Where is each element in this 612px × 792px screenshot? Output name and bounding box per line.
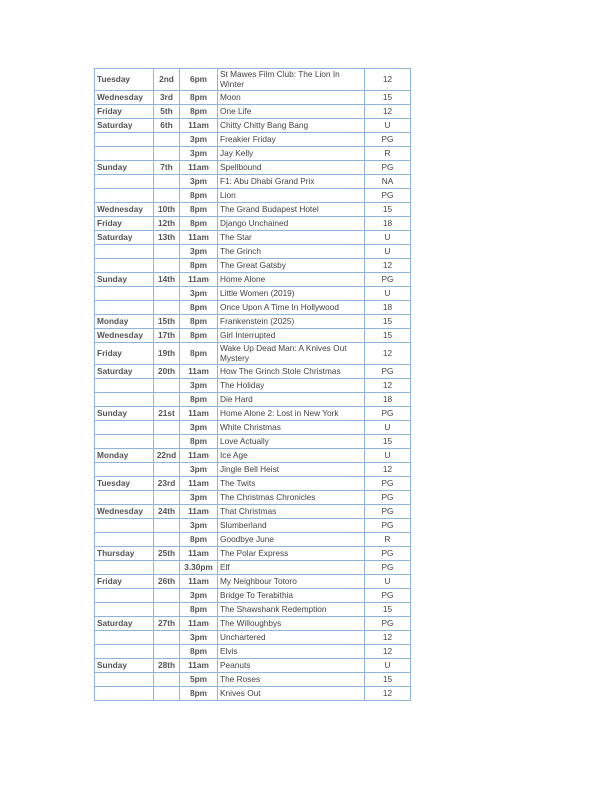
day-cell [95, 189, 154, 203]
date-cell [154, 561, 180, 575]
film-title-cell: The Great Gatsby [218, 259, 365, 273]
day-cell [95, 301, 154, 315]
certificate-cell: PG [365, 547, 411, 561]
date-cell: 19th [154, 343, 180, 365]
schedule-row [95, 449, 411, 463]
schedule-row [95, 575, 411, 589]
film-title-cell: White Christmas [218, 421, 365, 435]
day-cell: Friday [95, 217, 154, 231]
schedule-row [95, 343, 411, 365]
day-cell: Saturday [95, 119, 154, 133]
date-cell: 10th [154, 203, 180, 217]
date-cell [154, 491, 180, 505]
day-cell: Saturday [95, 617, 154, 631]
schedule-row [95, 329, 411, 343]
schedule-row [95, 217, 411, 231]
time-cell: 11am [180, 231, 218, 245]
day-cell: Tuesday [95, 69, 154, 91]
time-cell: 8pm [180, 105, 218, 119]
day-cell [95, 287, 154, 301]
date-cell [154, 421, 180, 435]
time-cell: 11am [180, 365, 218, 379]
film-title-cell: Once Upon A Time In Hollywood [218, 301, 365, 315]
certificate-cell: 12 [365, 631, 411, 645]
certificate-cell: U [365, 421, 411, 435]
schedule-row [95, 407, 411, 421]
schedule-row [95, 561, 411, 575]
schedule-row [95, 161, 411, 175]
time-cell: 8pm [180, 259, 218, 273]
schedule-row [95, 175, 411, 189]
day-cell: Wednesday [95, 505, 154, 519]
day-cell: Sunday [95, 659, 154, 673]
schedule-row [95, 589, 411, 603]
film-title-cell: Home Alone 2: Lost in New York [218, 407, 365, 421]
day-cell [95, 533, 154, 547]
schedule-row [95, 203, 411, 217]
date-cell [154, 175, 180, 189]
film-schedule-body [95, 69, 411, 701]
date-cell: 22nd [154, 449, 180, 463]
film-title-cell: The Willoughbys [218, 617, 365, 631]
schedule-row [95, 379, 411, 393]
schedule-row [95, 533, 411, 547]
schedule-row [95, 645, 411, 659]
time-cell: 3pm [180, 463, 218, 477]
day-cell: Thursday [95, 547, 154, 561]
time-cell: 8pm [180, 217, 218, 231]
day-cell: Friday [95, 105, 154, 119]
time-cell: 11am [180, 505, 218, 519]
date-cell [154, 519, 180, 533]
time-cell: 3pm [180, 287, 218, 301]
day-cell [95, 645, 154, 659]
date-cell [154, 245, 180, 259]
time-cell: 11am [180, 659, 218, 673]
schedule-row [95, 273, 411, 287]
time-cell: 3.30pm [180, 561, 218, 575]
film-title-cell: Goodbye June [218, 533, 365, 547]
day-cell [95, 133, 154, 147]
schedule-row [95, 393, 411, 407]
schedule-row [95, 69, 411, 91]
schedule-row [95, 673, 411, 687]
day-cell: Saturday [95, 365, 154, 379]
date-cell [154, 393, 180, 407]
day-cell: Friday [95, 343, 154, 365]
schedule-row [95, 189, 411, 203]
date-cell [154, 435, 180, 449]
date-cell [154, 645, 180, 659]
film-title-cell: The Roses [218, 673, 365, 687]
schedule-row [95, 301, 411, 315]
film-schedule-table [94, 68, 411, 701]
film-title-cell: Unchartered [218, 631, 365, 645]
time-cell: 3pm [180, 589, 218, 603]
film-title-cell: The Polar Express [218, 547, 365, 561]
film-title-cell: My Neighbour Totoro [218, 575, 365, 589]
film-title-cell: That Christmas [218, 505, 365, 519]
time-cell: 11am [180, 477, 218, 491]
film-title-cell: Little Women (2019) [218, 287, 365, 301]
date-cell [154, 189, 180, 203]
certificate-cell: R [365, 533, 411, 547]
certificate-cell: U [365, 449, 411, 463]
date-cell: 12th [154, 217, 180, 231]
day-cell [95, 259, 154, 273]
time-cell: 11am [180, 273, 218, 287]
certificate-cell: 12 [365, 463, 411, 477]
certificate-cell: 18 [365, 217, 411, 231]
certificate-cell: U [365, 245, 411, 259]
day-cell [95, 463, 154, 477]
film-title-cell: The Holiday [218, 379, 365, 393]
certificate-cell: 12 [365, 645, 411, 659]
time-cell: 3pm [180, 379, 218, 393]
film-title-cell: The Christmas Chronicles [218, 491, 365, 505]
day-cell: Saturday [95, 231, 154, 245]
certificate-cell: PG [365, 273, 411, 287]
date-cell [154, 603, 180, 617]
time-cell: 8pm [180, 91, 218, 105]
date-cell: 3rd [154, 91, 180, 105]
film-title-cell: Knives Out [218, 687, 365, 701]
day-cell [95, 687, 154, 701]
film-title-cell: Jay Kelly [218, 147, 365, 161]
certificate-cell: 15 [365, 673, 411, 687]
schedule-row [95, 421, 411, 435]
schedule-row [95, 477, 411, 491]
certificate-cell: NA [365, 175, 411, 189]
time-cell: 8pm [180, 329, 218, 343]
film-title-cell: One Life [218, 105, 365, 119]
certificate-cell: 12 [365, 69, 411, 91]
date-cell [154, 673, 180, 687]
time-cell: 3pm [180, 631, 218, 645]
day-cell: Wednesday [95, 329, 154, 343]
time-cell: 8pm [180, 435, 218, 449]
day-cell [95, 393, 154, 407]
day-cell [95, 175, 154, 189]
time-cell: 8pm [180, 315, 218, 329]
date-cell: 21st [154, 407, 180, 421]
certificate-cell: U [365, 575, 411, 589]
schedule-row [95, 631, 411, 645]
schedule-row [95, 91, 411, 105]
time-cell: 6pm [180, 69, 218, 91]
date-cell [154, 259, 180, 273]
certificate-cell: PG [365, 505, 411, 519]
time-cell: 11am [180, 617, 218, 631]
date-cell [154, 379, 180, 393]
day-cell [95, 147, 154, 161]
date-cell [154, 147, 180, 161]
time-cell: 11am [180, 407, 218, 421]
certificate-cell: R [365, 147, 411, 161]
film-title-cell: Wake Up Dead Man: A Knives Out Mystery [218, 343, 365, 365]
date-cell [154, 133, 180, 147]
certificate-cell: PG [365, 561, 411, 575]
day-cell: Sunday [95, 407, 154, 421]
certificate-cell: 18 [365, 301, 411, 315]
time-cell: 8pm [180, 343, 218, 365]
time-cell: 3pm [180, 421, 218, 435]
schedule-row [95, 463, 411, 477]
date-cell [154, 533, 180, 547]
schedule-row [95, 435, 411, 449]
film-title-cell: The Grinch [218, 245, 365, 259]
schedule-row [95, 259, 411, 273]
date-cell: 23rd [154, 477, 180, 491]
certificate-cell: 12 [365, 259, 411, 273]
film-title-cell: Frankenstein (2025) [218, 315, 365, 329]
certificate-cell: 15 [365, 91, 411, 105]
film-title-cell: The Grand Budapest Hotel [218, 203, 365, 217]
day-cell [95, 245, 154, 259]
date-cell: 24th [154, 505, 180, 519]
film-title-cell: F1: Abu Dhabi Grand Prix [218, 175, 365, 189]
day-cell: Friday [95, 575, 154, 589]
schedule-row [95, 231, 411, 245]
schedule-row [95, 659, 411, 673]
certificate-cell: PG [365, 189, 411, 203]
certificate-cell: PG [365, 617, 411, 631]
film-title-cell: Love Actually [218, 435, 365, 449]
date-cell: 6th [154, 119, 180, 133]
date-cell: 26th [154, 575, 180, 589]
day-cell [95, 379, 154, 393]
certificate-cell: U [365, 659, 411, 673]
film-title-cell: Slumberland [218, 519, 365, 533]
schedule-row [95, 119, 411, 133]
time-cell: 3pm [180, 519, 218, 533]
film-title-cell: Moon [218, 91, 365, 105]
schedule-row [95, 105, 411, 119]
date-cell: 5th [154, 105, 180, 119]
schedule-row [95, 287, 411, 301]
day-cell: Tuesday [95, 477, 154, 491]
time-cell: 8pm [180, 645, 218, 659]
film-title-cell: The Star [218, 231, 365, 245]
certificate-cell: 15 [365, 603, 411, 617]
film-title-cell: St Mawes Film Club: The Lion In Winter [218, 69, 365, 91]
time-cell: 11am [180, 449, 218, 463]
schedule-row [95, 519, 411, 533]
film-title-cell: Girl Interrupted [218, 329, 365, 343]
certificate-cell: 12 [365, 379, 411, 393]
certificate-cell: 12 [365, 105, 411, 119]
film-title-cell: The Twits [218, 477, 365, 491]
film-title-cell: Elvis [218, 645, 365, 659]
date-cell: 25th [154, 547, 180, 561]
time-cell: 3pm [180, 175, 218, 189]
schedule-row [95, 365, 411, 379]
certificate-cell: PG [365, 491, 411, 505]
date-cell: 20th [154, 365, 180, 379]
film-title-cell: Peanuts [218, 659, 365, 673]
date-cell [154, 463, 180, 477]
certificate-cell: PG [365, 161, 411, 175]
date-cell: 28th [154, 659, 180, 673]
day-cell: Monday [95, 449, 154, 463]
certificate-cell: PG [365, 407, 411, 421]
date-cell [154, 631, 180, 645]
date-cell: 7th [154, 161, 180, 175]
day-cell [95, 673, 154, 687]
film-title-cell: Bridge To Terabithia [218, 589, 365, 603]
day-cell: Wednesday [95, 203, 154, 217]
time-cell: 3pm [180, 245, 218, 259]
date-cell: 27th [154, 617, 180, 631]
day-cell [95, 603, 154, 617]
film-title-cell: Spellbound [218, 161, 365, 175]
day-cell [95, 435, 154, 449]
time-cell: 8pm [180, 203, 218, 217]
time-cell: 3pm [180, 491, 218, 505]
schedule-row [95, 245, 411, 259]
date-cell [154, 687, 180, 701]
schedule-row [95, 603, 411, 617]
film-title-cell: Freakier Friday [218, 133, 365, 147]
day-cell: Sunday [95, 273, 154, 287]
certificate-cell: PG [365, 133, 411, 147]
certificate-cell: U [365, 287, 411, 301]
film-title-cell: How The Grinch Stole Christmas [218, 365, 365, 379]
date-cell: 2nd [154, 69, 180, 91]
day-cell [95, 421, 154, 435]
schedule-row [95, 617, 411, 631]
day-cell [95, 519, 154, 533]
film-title-cell: Die Hard [218, 393, 365, 407]
date-cell [154, 287, 180, 301]
certificate-cell: 12 [365, 343, 411, 365]
certificate-cell: 12 [365, 687, 411, 701]
date-cell: 15th [154, 315, 180, 329]
day-cell [95, 631, 154, 645]
time-cell: 8pm [180, 603, 218, 617]
certificate-cell: PG [365, 365, 411, 379]
certificate-cell: 15 [365, 329, 411, 343]
day-cell: Monday [95, 315, 154, 329]
certificate-cell: PG [365, 519, 411, 533]
date-cell: 13th [154, 231, 180, 245]
certificate-cell: U [365, 119, 411, 133]
time-cell: 8pm [180, 301, 218, 315]
certificate-cell: PG [365, 477, 411, 491]
day-cell [95, 491, 154, 505]
schedule-row [95, 505, 411, 519]
time-cell: 8pm [180, 189, 218, 203]
certificate-cell: U [365, 231, 411, 245]
time-cell: 5pm [180, 673, 218, 687]
certificate-cell: 15 [365, 203, 411, 217]
film-title-cell: Home Alone [218, 273, 365, 287]
day-cell [95, 561, 154, 575]
film-title-cell: Elf [218, 561, 365, 575]
time-cell: 3pm [180, 147, 218, 161]
time-cell: 11am [180, 575, 218, 589]
film-title-cell: Jingle Bell Heist [218, 463, 365, 477]
schedule-row [95, 133, 411, 147]
schedule-row [95, 147, 411, 161]
film-title-cell: Django Unchained [218, 217, 365, 231]
certificate-cell: 15 [365, 435, 411, 449]
time-cell: 8pm [180, 687, 218, 701]
time-cell: 8pm [180, 533, 218, 547]
date-cell [154, 589, 180, 603]
film-title-cell: Ice Age [218, 449, 365, 463]
date-cell: 17th [154, 329, 180, 343]
date-cell: 14th [154, 273, 180, 287]
film-title-cell: The Shawshank Redemption [218, 603, 365, 617]
time-cell: 11am [180, 119, 218, 133]
schedule-row [95, 315, 411, 329]
day-cell [95, 589, 154, 603]
certificate-cell: PG [365, 589, 411, 603]
time-cell: 11am [180, 161, 218, 175]
day-cell: Sunday [95, 161, 154, 175]
film-title-cell: Lion [218, 189, 365, 203]
time-cell: 8pm [180, 393, 218, 407]
certificate-cell: 15 [365, 315, 411, 329]
schedule-row [95, 547, 411, 561]
date-cell [154, 301, 180, 315]
time-cell: 3pm [180, 133, 218, 147]
day-cell: Wednesday [95, 91, 154, 105]
film-title-cell: Chitty Chitty Bang Bang [218, 119, 365, 133]
time-cell: 11am [180, 547, 218, 561]
schedule-row [95, 687, 411, 701]
schedule-row [95, 491, 411, 505]
certificate-cell: 18 [365, 393, 411, 407]
